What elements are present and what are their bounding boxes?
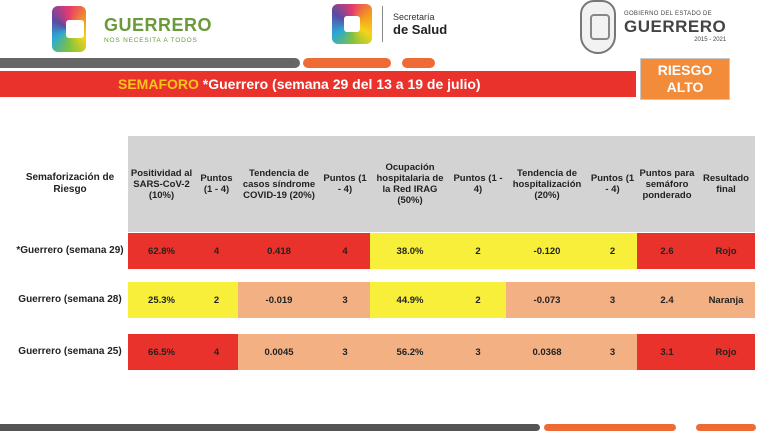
decorative-bar-orange-small	[402, 58, 435, 68]
risk-level-badge	[640, 58, 730, 100]
guerrero-emblem-icon	[52, 6, 86, 52]
title-prefix: SEMAFORO	[118, 76, 199, 92]
row-header-label: Semaforización de Riesgo	[25, 172, 115, 195]
row-label: Guerrero (semana 28)	[18, 294, 122, 305]
row-label: Guerrero (semana 25)	[18, 346, 122, 357]
column-header: Ocupación hospitalaria de la Red IRAG (50%)	[370, 136, 450, 232]
column-header: Puntos (1 - 4)	[588, 136, 637, 232]
risk-line1: RIESGO	[657, 62, 713, 78]
table-cell: -0.019	[238, 282, 320, 318]
logo-divider	[382, 6, 383, 42]
table-cell: Naranja	[697, 282, 755, 318]
decorative-bar-orange	[303, 58, 391, 68]
gobierno-logo-line1: GOBIERNO DEL ESTADO DE	[624, 11, 712, 17]
guerrero-logo	[52, 4, 212, 54]
table-cell: 2.6	[637, 233, 697, 269]
table-cell: 2.4	[637, 282, 697, 318]
secretaria-salud-logo	[332, 4, 447, 44]
table-cell: Rojo	[697, 233, 755, 269]
table-cell: -0.120	[506, 233, 588, 269]
column-header: Puntos (1 - 4)	[320, 136, 370, 232]
gobierno-logo	[580, 0, 726, 54]
gobierno-logo-years: 2015 - 2021	[694, 37, 727, 43]
table-cell: 3	[588, 334, 637, 370]
table-cell: 62.8%	[128, 233, 195, 269]
guerrero-logo-name: GUERRERO	[103, 14, 212, 35]
table-cell: Rojo	[697, 334, 755, 370]
table-cell: 44.9%	[370, 282, 450, 318]
table-cell: 3	[588, 282, 637, 318]
salud-logo-line2: de Salud	[393, 21, 448, 37]
column-header: Positividad al SARS-CoV-2 (10%)	[128, 136, 195, 232]
table-cell: 38.0%	[370, 233, 450, 269]
page-title	[118, 76, 481, 92]
footer-bar-dark	[0, 424, 540, 431]
salud-logo-line1: Secretaría	[393, 11, 435, 22]
table-cell: 25.3%	[128, 282, 195, 318]
column-header: Tendencia de casos síndrome COVID-19 (20%)	[238, 136, 320, 232]
table-cell: 0.0368	[506, 334, 588, 370]
table-cell: 0.418	[238, 233, 320, 269]
guerrero-logo-slogan: NOS NECESITA A TODOS	[103, 36, 198, 44]
title-banner-left	[0, 71, 106, 97]
table-cell: 2	[588, 233, 637, 269]
title-rest: *Guerrero (semana 29 del 13 a 19 de julio)	[198, 76, 481, 92]
footer-bar-orange-small	[696, 424, 756, 431]
table-cell: 56.2%	[370, 334, 450, 370]
table-cell: 4	[320, 233, 370, 269]
footer-bar-orange	[544, 424, 676, 431]
column-header: Resultado final	[697, 136, 755, 232]
row-label: *Guerrero (semana 29)	[16, 245, 124, 256]
table-cell: 0.0045	[238, 334, 320, 370]
table-cell: 2	[450, 233, 506, 269]
table-cell: 3	[320, 334, 370, 370]
decorative-bar-dark	[0, 58, 300, 68]
column-header: Tendencia de hospitalización (20%)	[506, 136, 588, 232]
table-cell: 4	[195, 334, 238, 370]
table-cell: 3.1	[637, 334, 697, 370]
table-cell: -0.073	[506, 282, 588, 318]
gobierno-logo-line2: GUERRERO	[624, 17, 727, 36]
title-banner	[106, 71, 636, 97]
risk-line2: ALTO	[666, 79, 704, 95]
column-header: Puntos para semáforo ponderado	[637, 136, 697, 232]
table-cell: 66.5%	[128, 334, 195, 370]
table-cell: 3	[450, 334, 506, 370]
table-cell: 2	[195, 282, 238, 318]
table-cell: 3	[320, 282, 370, 318]
table-cell: 4	[195, 233, 238, 269]
salud-emblem-icon	[332, 4, 372, 44]
table-cell: 2	[450, 282, 506, 318]
state-seal-icon	[580, 0, 616, 54]
column-header: Puntos (1 - 4)	[450, 136, 506, 232]
column-header: Puntos (1 - 4)	[195, 136, 238, 232]
